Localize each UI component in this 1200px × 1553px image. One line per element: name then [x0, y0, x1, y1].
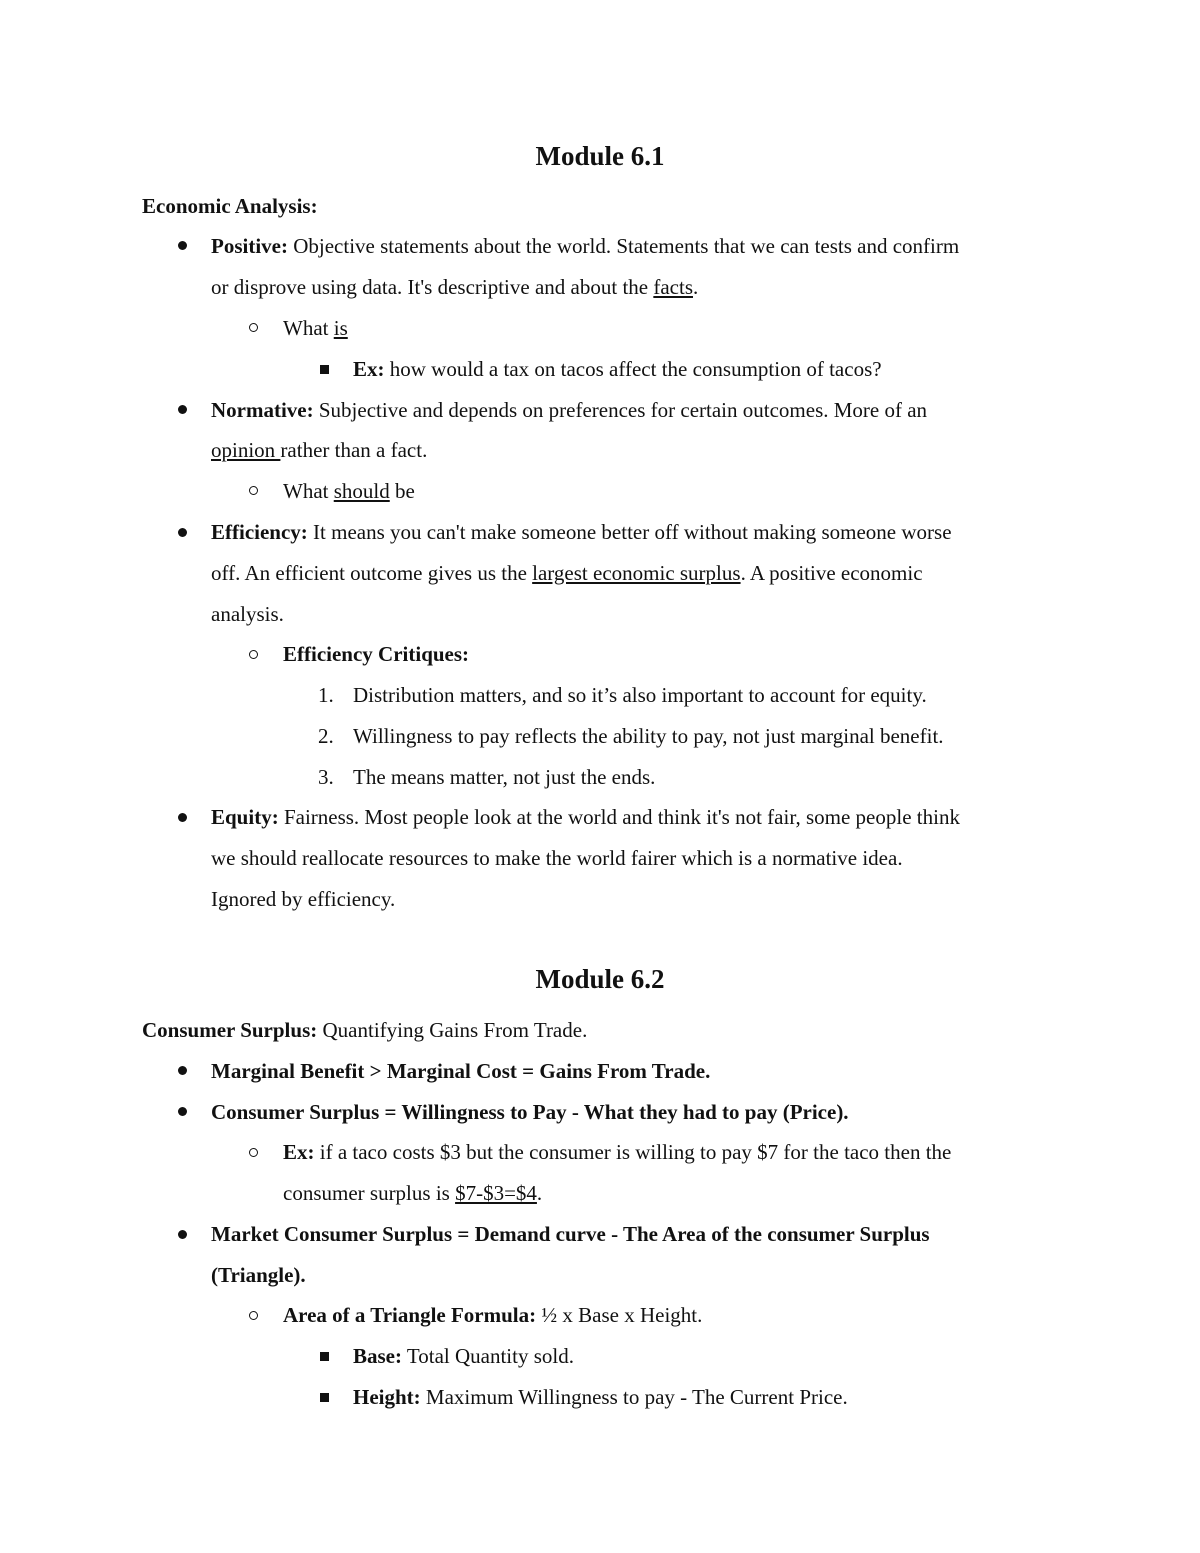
bullet-disc-icon [178, 1066, 187, 1075]
height-definition: Height: Maximum Willingness to pay - The Current Price. [353, 1385, 848, 1409]
triangle-formula: Area of a Triangle Formula: ½ x Base x Height. [283, 1303, 703, 1327]
critique-item: Willingness to pay reflects the ability to pay, not just marginal benefit. [353, 724, 944, 748]
critique-number: 1. [318, 683, 334, 707]
bullet-circle-icon [249, 1148, 258, 1157]
critique-item: The means matter, not just the ends. [353, 765, 656, 789]
positive-item: Positive: Objective statements about the world. Statements that we can tests and confirm [211, 234, 960, 258]
bullet-square-icon [320, 1393, 329, 1402]
positive-label: Positive: [211, 234, 288, 258]
critique-number: 3. [318, 765, 334, 789]
bullet-disc-icon [178, 1230, 187, 1239]
efficiency-line-3: analysis. [211, 602, 284, 626]
market-consumer-surplus-item: Market Consumer Surplus = Demand curve - The Area of the consumer Surplus [211, 1222, 930, 1246]
equity-line-3: Ignored by efficiency. [211, 887, 396, 911]
normative-line-2: opinion rather than a fact. [211, 438, 428, 462]
bullet-circle-icon [249, 650, 258, 659]
market-consumer-surplus-line-2: (Triangle). [211, 1263, 306, 1287]
equity-line-2: we should reallocate resources to make the world fairer which is a normative idea. [211, 846, 903, 870]
normative-what-should: What should be [283, 479, 415, 503]
bullet-disc-icon [178, 241, 187, 250]
bullet-disc-icon [178, 1107, 187, 1116]
module-6-2-title: Module 6.2 [535, 964, 665, 994]
bullet-circle-icon [249, 486, 258, 495]
consumer-surplus-formula-item: Consumer Surplus = Willingness to Pay - What they had to pay (Price). [211, 1100, 849, 1124]
efficiency-line-2: off. An efficient outcome gives us the largest economic surplus. A positive economic [211, 561, 923, 585]
efficiency-item: Efficiency: It means you can't make someone better off without making someone worse [211, 520, 952, 544]
positive-example: Ex: how would a tax on tacos affect the consumption of tacos? [353, 357, 882, 381]
efficiency-critiques-label: Efficiency Critiques: [283, 642, 470, 666]
critique-number: 2. [318, 724, 334, 748]
bullet-circle-icon [249, 1311, 258, 1320]
bullet-disc-icon [178, 528, 187, 537]
positive-line-2: or disprove using data. It's descriptive and about the facts. [211, 275, 699, 299]
gains-from-trade-item: Marginal Benefit > Marginal Cost = Gains From Trade. [211, 1059, 711, 1083]
taco-example: Ex: if a taco costs $3 but the consumer is willing to pay $7 for the taco then the [283, 1140, 952, 1164]
bullet-circle-icon [249, 323, 258, 332]
consumer-surplus-heading: Consumer Surplus: Quantifying Gains From Trade. [142, 1018, 588, 1042]
bullet-square-icon [320, 1352, 329, 1361]
economic-analysis-heading: Economic Analysis: [142, 194, 318, 218]
base-definition: Base: Total Quantity sold. [353, 1344, 574, 1368]
bullet-disc-icon [178, 813, 187, 822]
taco-example-line-2: consumer surplus is $7-$3=$4. [283, 1181, 543, 1205]
bullet-square-icon [320, 365, 329, 374]
module-6-1-title: Module 6.1 [535, 141, 665, 171]
normative-item: Normative: Subjective and depends on preferences for certain outcomes. More of an [211, 398, 928, 422]
positive-what-is: What is [283, 316, 348, 340]
equity-item: Equity: Fairness. Most people look at the world and think it's not fair, some people think [211, 805, 960, 829]
bullet-disc-icon [178, 405, 187, 414]
critique-item: Distribution matters, and so it’s also important to account for equity. [353, 683, 927, 707]
